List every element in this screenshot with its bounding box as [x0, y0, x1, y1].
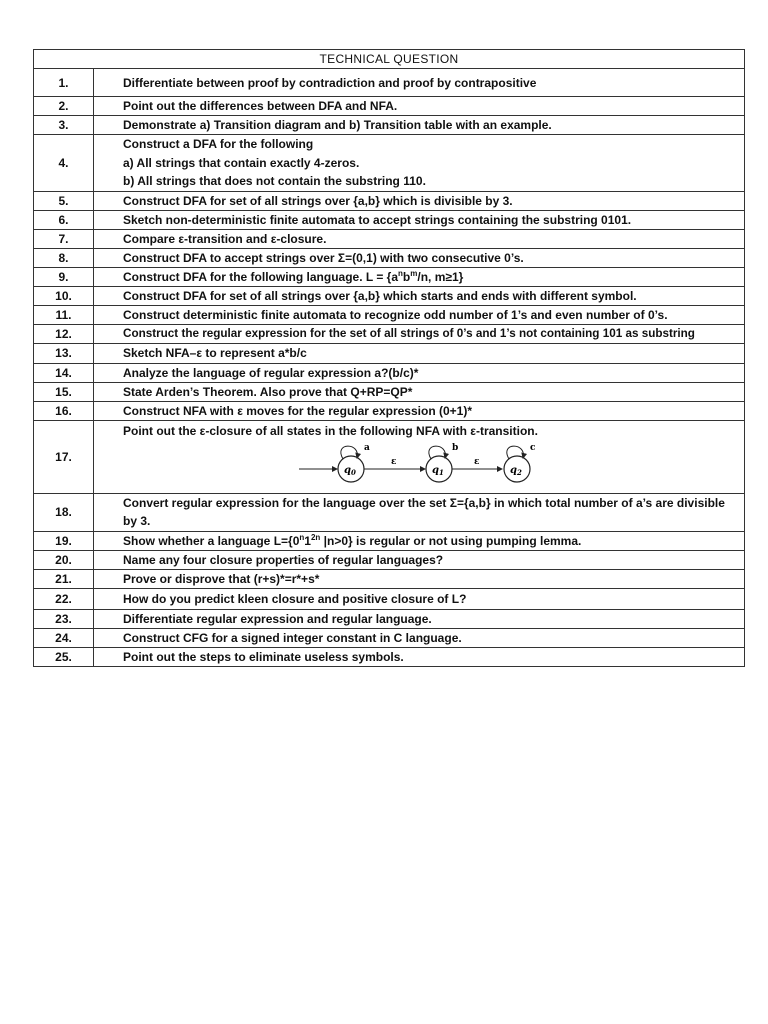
question-text: State Arden’s Theorem. Also prove that Q+RP=QP* — [94, 382, 745, 401]
transition-label-2: ε — [474, 457, 480, 467]
question-number: 23. — [34, 609, 94, 628]
question-text: Prove or disprove that (r+s)*=r*+s* — [94, 569, 745, 588]
question-number: 6. — [34, 210, 94, 229]
question-text: Construct DFA to accept strings over Σ=(0,1) with two consecutive 0’s. — [94, 248, 745, 267]
table-row — [34, 382, 745, 401]
table-row — [34, 267, 745, 286]
table-row — [34, 609, 745, 628]
table-title: TECHNICAL QUESTION — [34, 50, 745, 69]
question-text: Construct the regular expression for the set of all strings of 0’s and 1’s not containing 101 as substring — [94, 324, 745, 343]
question-text: Compare ε-transition and ε-closure. — [94, 229, 745, 248]
question-text-part: b — [402, 269, 411, 284]
question-number: 12. — [34, 324, 94, 343]
table-row — [34, 135, 745, 192]
technical-question-table — [33, 49, 745, 667]
loop-label-c: c — [530, 443, 536, 453]
question-number: 4. — [34, 135, 94, 192]
superscript: 2n — [310, 532, 321, 542]
table-row — [34, 248, 745, 267]
question-number: 16. — [34, 401, 94, 420]
table-row — [34, 531, 745, 550]
table-row — [34, 569, 745, 588]
question-number: 18. — [34, 493, 94, 531]
state-q2-label: $q_2$ — [510, 465, 522, 477]
question-number: 9. — [34, 267, 94, 286]
question-number: 5. — [34, 191, 94, 210]
question-number: 11. — [34, 305, 94, 324]
question-text — [94, 420, 745, 493]
table-row — [34, 69, 745, 97]
question-number: 1. — [34, 69, 94, 97]
table-row — [34, 493, 745, 531]
table-row — [34, 550, 745, 569]
question-text: Differentiate between proof by contradiction and proof by contrapositive — [94, 69, 745, 97]
question-text — [94, 135, 745, 192]
question-text-part: |n>0} is regular or not using pumping lemma. — [320, 533, 582, 548]
question-text: Analyze the language of regular expression a?(b/c)* — [94, 363, 745, 382]
question-number: 20. — [34, 550, 94, 569]
question-text: Sketch NFA–ε to represent a*b/c — [94, 343, 745, 363]
question-text: Point out the differences between DFA and NFA. — [94, 97, 745, 116]
question-text-part: Construct DFA for the following language. L = {a — [123, 269, 399, 284]
superscript: n — [299, 532, 305, 542]
question-line: a) All strings that contain exactly 4-zeros. — [123, 155, 360, 170]
question-text: Construct CFG for a signed integer constant in C language. — [94, 628, 745, 647]
loop-label-b: b — [452, 443, 459, 453]
transition-label-1: ε — [391, 457, 397, 467]
question-text: Demonstrate a) Transition diagram and b) Transition table with an example. — [94, 116, 745, 135]
table-row — [34, 305, 745, 324]
question-text — [94, 267, 745, 286]
table-row — [34, 191, 745, 210]
table-row — [34, 363, 745, 382]
question-line: b) All strings that does not contain the substring 110. — [123, 174, 426, 188]
question-text: Name any four closure properties of regular languages? — [94, 550, 745, 569]
question-number: 14. — [34, 363, 94, 382]
question-line: Construct a DFA for the following — [123, 137, 314, 151]
question-line: Convert regular expression for the language over the set Σ={a,b} in which total number of a’s are divisible — [123, 495, 725, 510]
question-number: 25. — [34, 647, 94, 666]
question-number: 2. — [34, 97, 94, 116]
table-row — [34, 420, 745, 493]
table-row — [34, 647, 745, 666]
question-text: How do you predict kleen closure and positive closure of L? — [94, 588, 745, 609]
superscript: n — [398, 268, 403, 278]
question-number: 13. — [34, 343, 94, 363]
table-row — [34, 116, 745, 135]
question-text: Construct NFA with ε moves for the regular expression (0+1)* — [94, 401, 745, 420]
table-row — [34, 229, 745, 248]
question-number: 10. — [34, 286, 94, 305]
superscript: m — [410, 268, 418, 278]
question-number: 17. — [34, 420, 94, 493]
question-number: 24. — [34, 628, 94, 647]
table-row — [34, 286, 745, 305]
question-text-part: 1 — [304, 533, 311, 548]
question-text — [94, 493, 745, 531]
table-row — [34, 588, 745, 609]
table-row — [34, 343, 745, 363]
question-text-part: /n, m≥1} — [417, 269, 464, 284]
question-number: 21. — [34, 569, 94, 588]
table-row — [34, 401, 745, 420]
question-text: Construct DFA for set of all strings over {a,b} which is divisible by 3. — [94, 191, 745, 210]
question-text: Sketch non-deterministic finite automata to accept strings containing the substring 0101. — [94, 210, 745, 229]
nfa-diagram — [123, 440, 738, 486]
table-row — [34, 324, 745, 343]
question-text: Point out the steps to eliminate useless symbols. — [94, 647, 745, 666]
state-q1-label: $q_1$ — [432, 465, 444, 477]
nfa-diagram-svg — [299, 440, 559, 486]
question-number: 15. — [34, 382, 94, 401]
table-row — [34, 97, 745, 116]
question-line: Point out the ε-closure of all states in the following NFA with ε-transition. — [123, 423, 538, 438]
state-q0-label: $q_0$ — [344, 465, 356, 477]
table-row — [34, 210, 745, 229]
question-number: 22. — [34, 588, 94, 609]
question-line: by 3. — [123, 514, 151, 528]
question-number: 7. — [34, 229, 94, 248]
table-row — [34, 628, 745, 647]
question-text — [94, 531, 745, 550]
question-text-part: Show whether a language L={0 — [123, 533, 300, 548]
question-number: 3. — [34, 116, 94, 135]
question-text: Construct deterministic finite automata to recognize odd number of 1’s and even number of 0’s. — [94, 305, 745, 324]
question-number: 8. — [34, 248, 94, 267]
question-text: Construct DFA for set of all strings over {a,b} which starts and ends with different symbol. — [94, 286, 745, 305]
question-number: 19. — [34, 531, 94, 550]
loop-label-a: a — [364, 443, 370, 453]
question-text: Differentiate regular expression and regular language. — [94, 609, 745, 628]
